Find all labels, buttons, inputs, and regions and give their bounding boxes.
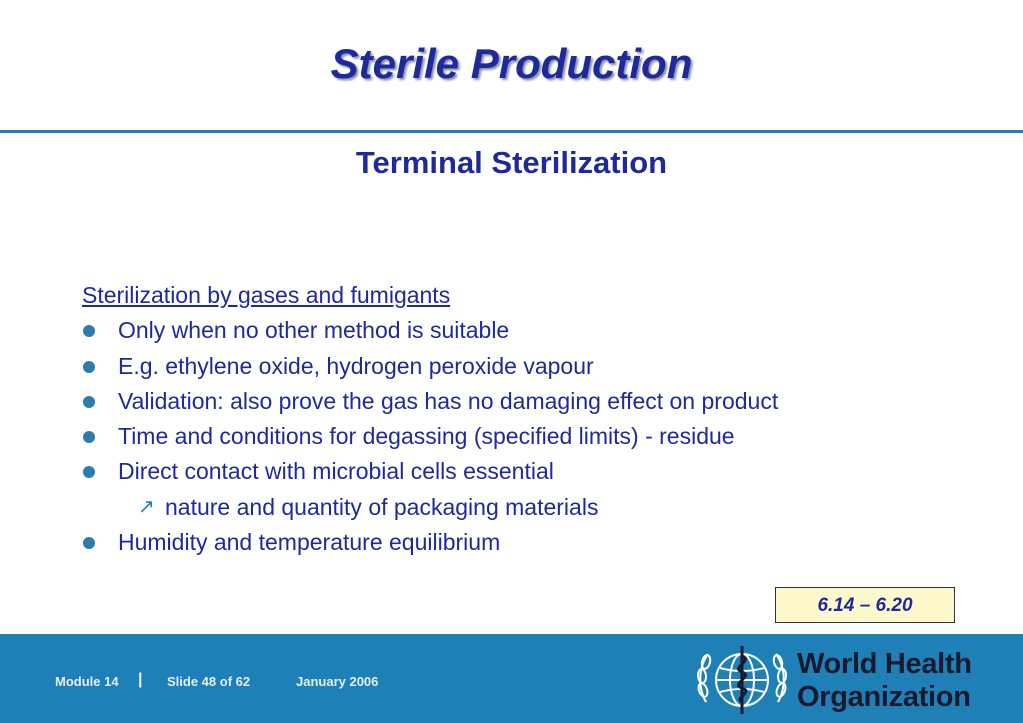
arrow-up-right-icon: ↗: [138, 495, 155, 518]
who-name-line1: World Health: [797, 648, 972, 680]
bullet-dot-icon: [83, 361, 95, 373]
bullet-text: Only when no other method is suitable: [118, 317, 510, 344]
bullet-item: [82, 349, 778, 384]
section-heading: Sterilization by gases and fumigants: [82, 282, 451, 308]
bullet-item: [82, 384, 778, 419]
who-name-line2: Organization: [797, 681, 971, 713]
sub-bullet-item: [82, 490, 778, 525]
footer-separator: |: [138, 671, 143, 688]
sub-bullet-text: nature and quantity of packaging materials: [165, 493, 599, 520]
slide-number: Slide 48 of 62: [167, 674, 251, 689]
bullet-text: Direct contact with microbial cells essential: [118, 458, 554, 485]
slide-content: [82, 278, 778, 560]
slide-subtitle: Terminal Sterilization: [355, 145, 668, 180]
bullet-text: Humidity and temperature equilibrium: [118, 529, 501, 556]
bullet-item: [82, 525, 778, 560]
bullet-text: Validation: also prove the gas has no damaging effect on product: [118, 387, 779, 414]
who-name: [797, 648, 972, 714]
bullet-dot-icon: [83, 396, 95, 408]
bullet-dot-icon: [83, 537, 95, 549]
who-emblem-icon: [694, 640, 790, 720]
slide-title: Sterile Production: [330, 40, 693, 87]
bullet-dot-icon: [83, 466, 95, 478]
footer-date: January 2006: [296, 674, 379, 689]
bullet-text: E.g. ethylene oxide, hydrogen peroxide vapour: [118, 352, 594, 379]
bullet-text: Time and conditions for degassing (specified limits) - residue: [118, 423, 735, 450]
footer-bar: [0, 634, 1023, 723]
reference-box: 6.14 – 6.20: [775, 587, 955, 623]
bullet-dot-icon: [83, 431, 95, 443]
title-divider: [0, 130, 1023, 133]
bullet-item: [82, 454, 778, 489]
bullet-dot-icon: [83, 325, 95, 337]
module-label: Module 14: [55, 674, 119, 689]
bullet-item: [82, 419, 778, 454]
bullet-item: [82, 313, 778, 348]
